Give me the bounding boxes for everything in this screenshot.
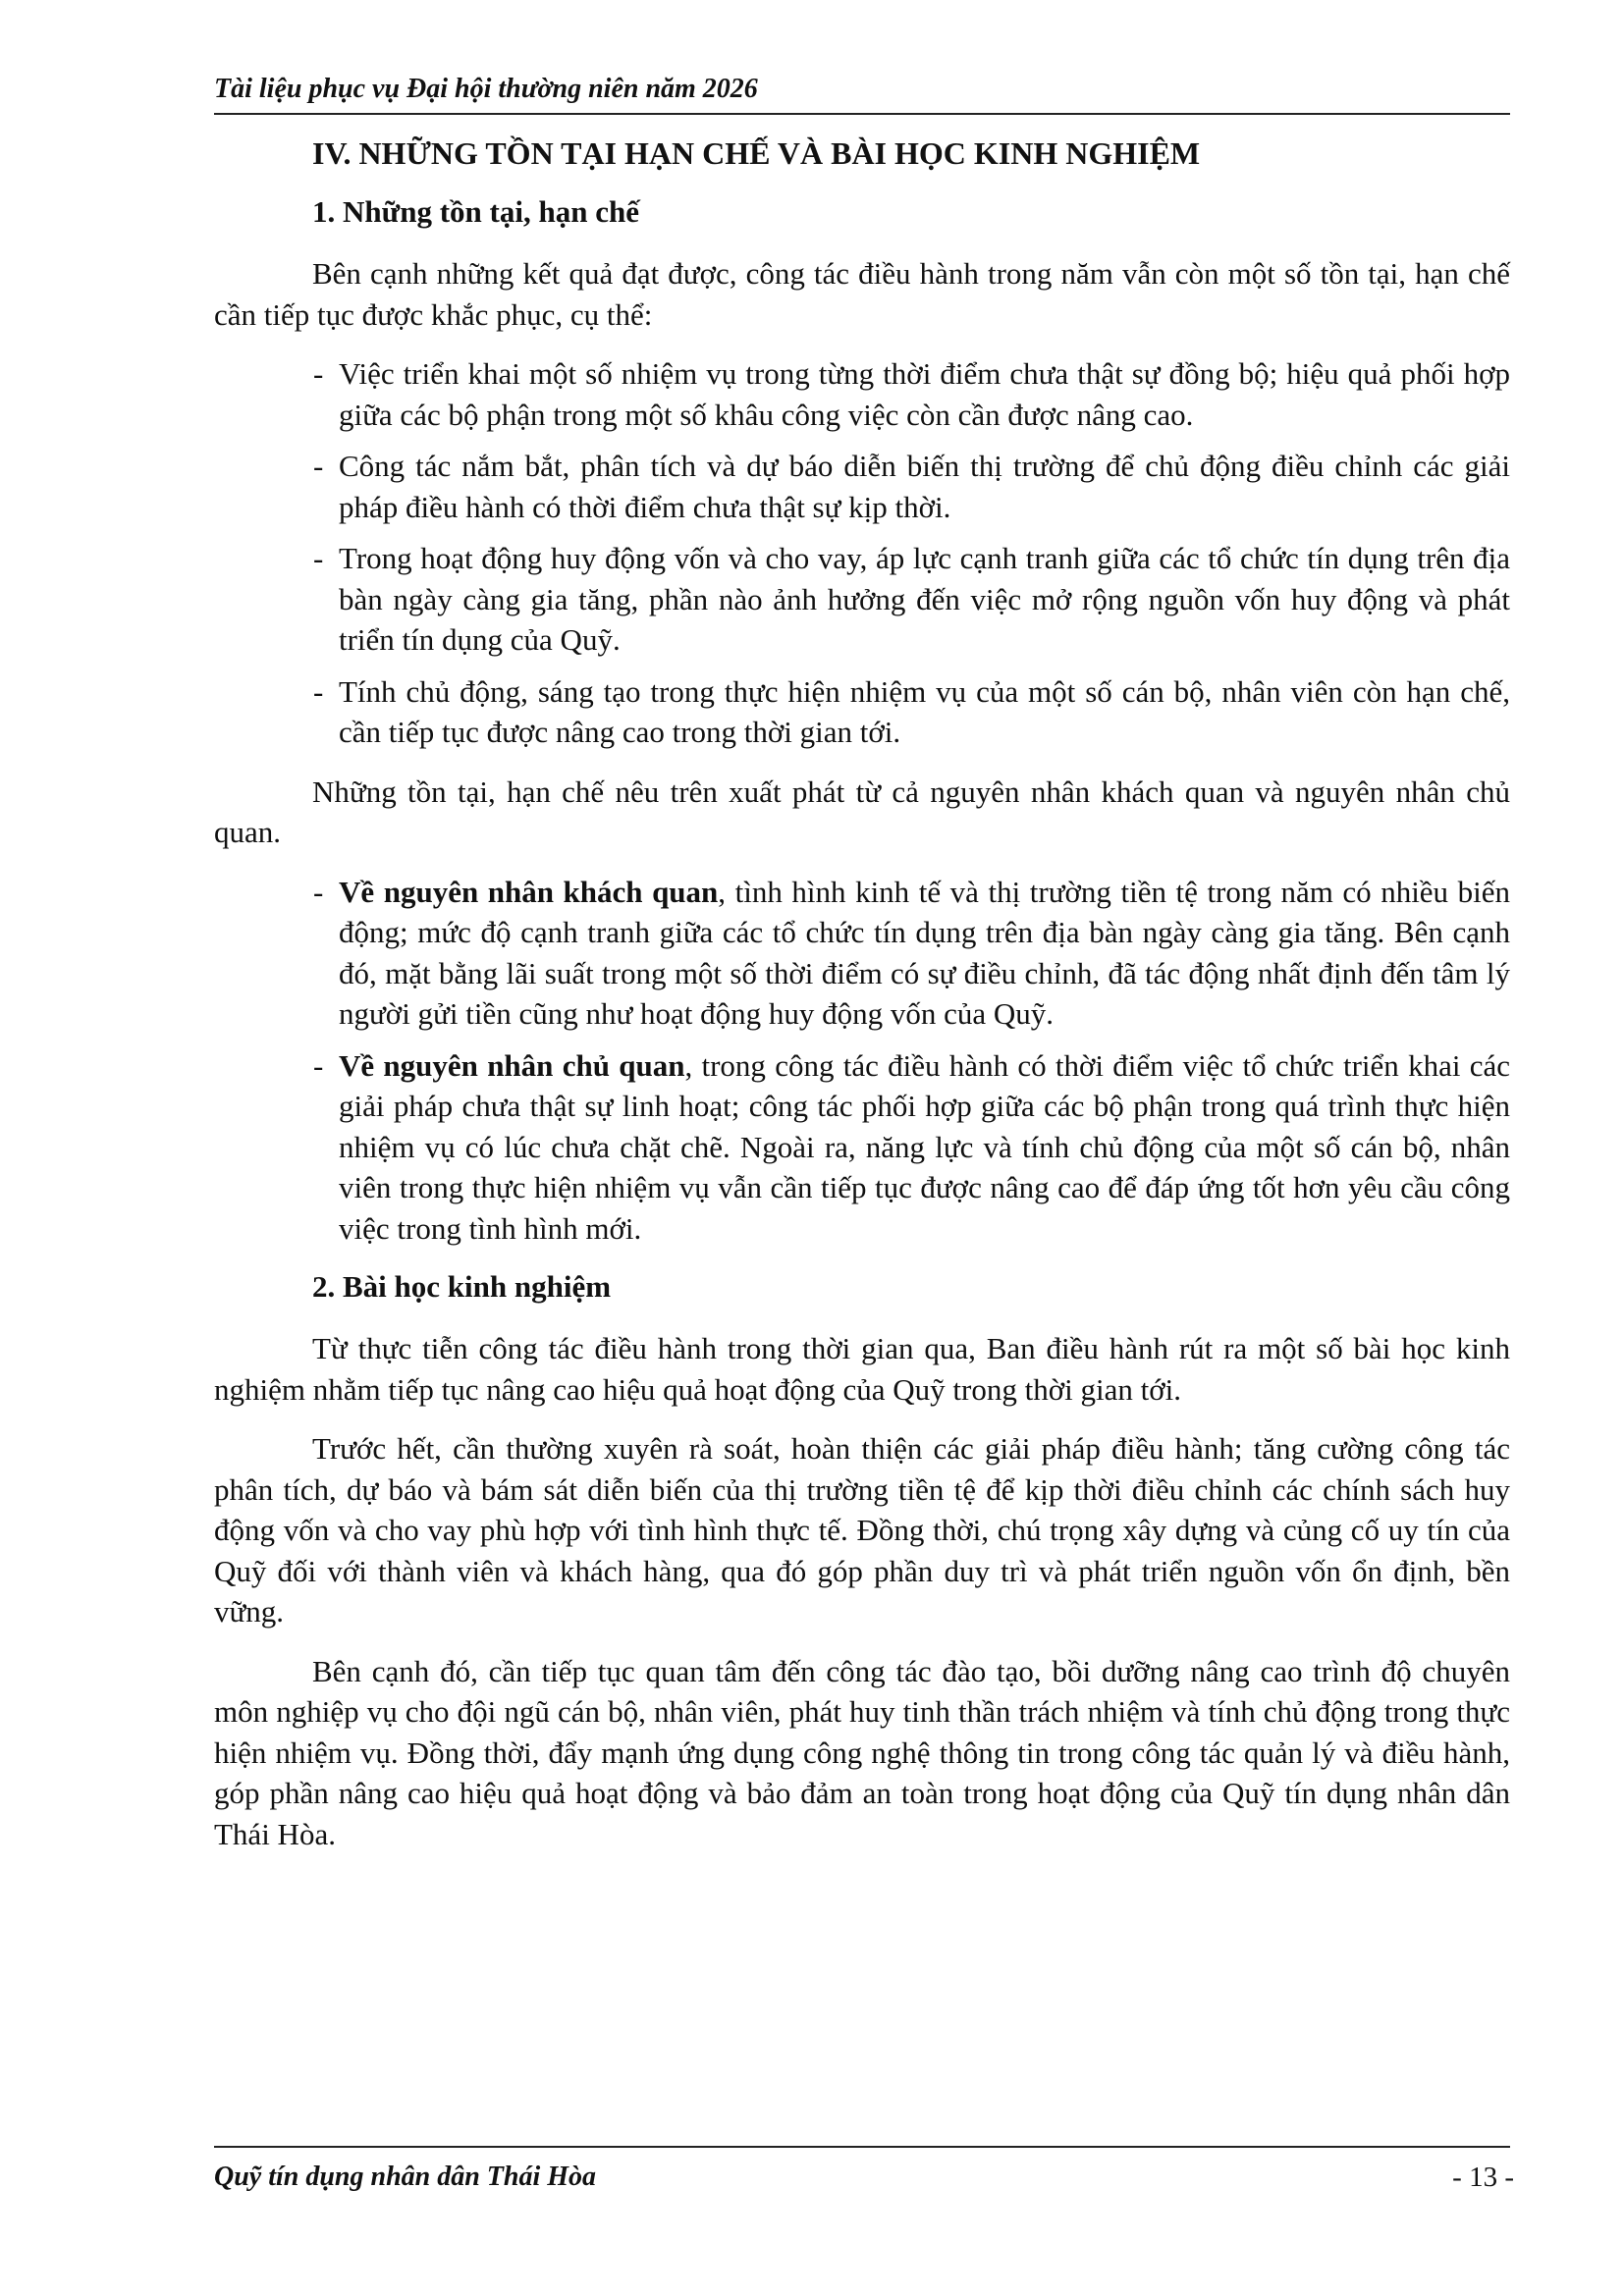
limitation-item: - Tính chủ động, sáng tạo trong thực hiện nhiệm vụ của một số cán bộ, nhân viên còn hạn chế, cần tiếp tục được nâng cao trong thời gian tới. — [339, 671, 1510, 753]
causes-intro: Những tồn tại, hạn chế nêu trên xuất phát từ cả nguyên nhân khách quan và nguyên nhân chủ quan. — [214, 774, 1510, 849]
lessons-paragraph: Từ thực tiễn công tác điều hành trong thời gian qua, Ban điều hành rút ra một số bài học kinh nghiệm nhằm tiếp tục nâng cao hiệu quả hoạt động của Quỹ trong thời gian tới. — [214, 1331, 1510, 1407]
cause-label-objective: Về nguyên nhân khách quan — [339, 874, 719, 909]
page-number: - 13 - — [1452, 2162, 1514, 2193]
cause-label-subjective: Về nguyên nhân chủ quan — [339, 1047, 685, 1083]
cause-text-subjective: , trong công tác điều hành có thời điểm việc tổ chức triển khai các giải pháp chưa thật sự linh hoạt; công tác phối hợp giữa các bộ phận trong quá trình thực hiện nhiệm vụ có lúc chưa chặt chẽ. Ngoài ra, năng lực và tính chủ động của một số cán bộ, nhân viên trong thực hiện nhiệm vụ vẫn cần tiếp tục được nâng cao để đáp ứng tốt hơn yêu cầu công việc trong tình hình mới. — [339, 1047, 1510, 1246]
limitation-item: - Công tác nắm bắt, phân tích và dự báo diễn biến thị trường để chủ động điều chỉnh các giải pháp điều hành có thời điểm chưa thật sự kịp thời. — [339, 446, 1510, 527]
subsection-heading-lessons: 2. Bài học kinh nghiệm — [312, 1269, 612, 1304]
page-footer-org: Quỹ tín dụng nhân dân Thái Hòa — [214, 2162, 597, 2192]
limitation-item: - Việc triển khai một số nhiệm vụ trong từng thời điểm chưa thật sự đồng bộ; hiệu quả phối hợp giữa các bộ phận trong một số khâu công việc còn cần được nâng cao. — [339, 353, 1510, 435]
cause-item-subjective — [339, 1045, 1510, 1250]
limitations-intro: Bên cạnh những kết quả đạt được, công tác điều hành trong năm vẫn còn một số tồn tại, hạn chế cần tiếp tục được khắc phục, cụ thể: — [214, 256, 1510, 332]
lessons-paragraph: Bên cạnh đó, cần tiếp tục quan tâm đến công tác đào tạo, bồi dưỡng nâng cao trình độ chuyên môn nghiệp vụ cho đội ngũ cán bộ, nhân viên, phát huy tinh thần trách nhiệm và tính chủ động trong thực hiện nhiệm vụ. Đồng thời, đẩy mạnh ứng dụng công nghệ thông tin trong công tác quản lý và điều hành, góp phần nâng cao hiệu quả hoạt động và bảo đảm an toàn trong hoạt động của Quỹ tín dụng nhân dân Thái Hòa. — [214, 1653, 1510, 1851]
footer-divider — [214, 2146, 1510, 2148]
header-divider — [214, 113, 1510, 115]
lessons-paragraph: Trước hết, cần thường xuyên rà soát, hoàn thiện các giải pháp điều hành; tăng cường công tác phân tích, dự báo và bám sát diễn biến của thị trường tiền tệ để kịp thời điều chỉnh các chính sách huy động vốn và cho vay phù hợp với tình hình thực tế. Đồng thời, chú trọng xây dựng và củng cố uy tín của Quỹ đối với thành viên và khách hàng, qua đó góp phần duy trì và phát triển nguồn vốn ổn định, bền vững. — [214, 1431, 1510, 1629]
subsection-heading-limitations: 1. Những tồn tại, hạn chế — [312, 194, 639, 229]
limitations-list — [214, 353, 1510, 753]
page-content — [214, 133, 1510, 1873]
cause-text-objective: , tình hình kinh tế và thị trường tiền tệ trong năm có nhiều biến động; mức độ cạnh tranh giữa các tổ chức tín dụng trên địa bàn ngày càng gia tăng. Bên cạnh đó, mặt bằng lãi suất trong một số thời điểm có sự điều chỉnh, đã tác động nhất định đến tâm lý người gửi tiền cũng như hoạt động huy động vốn của Quỹ. — [339, 874, 1510, 1031]
cause-item-objective — [339, 872, 1510, 1035]
limitation-item: - Trong hoạt động huy động vốn và cho vay, áp lực cạnh tranh giữa các tổ chức tín dụng trên địa bàn ngày càng gia tăng, phần nào ảnh hưởng đến việc mở rộng nguồn vốn huy động và phát triển tín dụng của Quỹ. — [339, 538, 1510, 661]
causes-list — [214, 872, 1510, 1250]
section-heading: IV. NHỮNG TỒN TẠI HẠN CHẾ VÀ BÀI HỌC KINH NGHIỆM — [312, 135, 1201, 171]
page-header: Tài liệu phục vụ Đại hội thường niên năm 2026 — [214, 74, 758, 104]
